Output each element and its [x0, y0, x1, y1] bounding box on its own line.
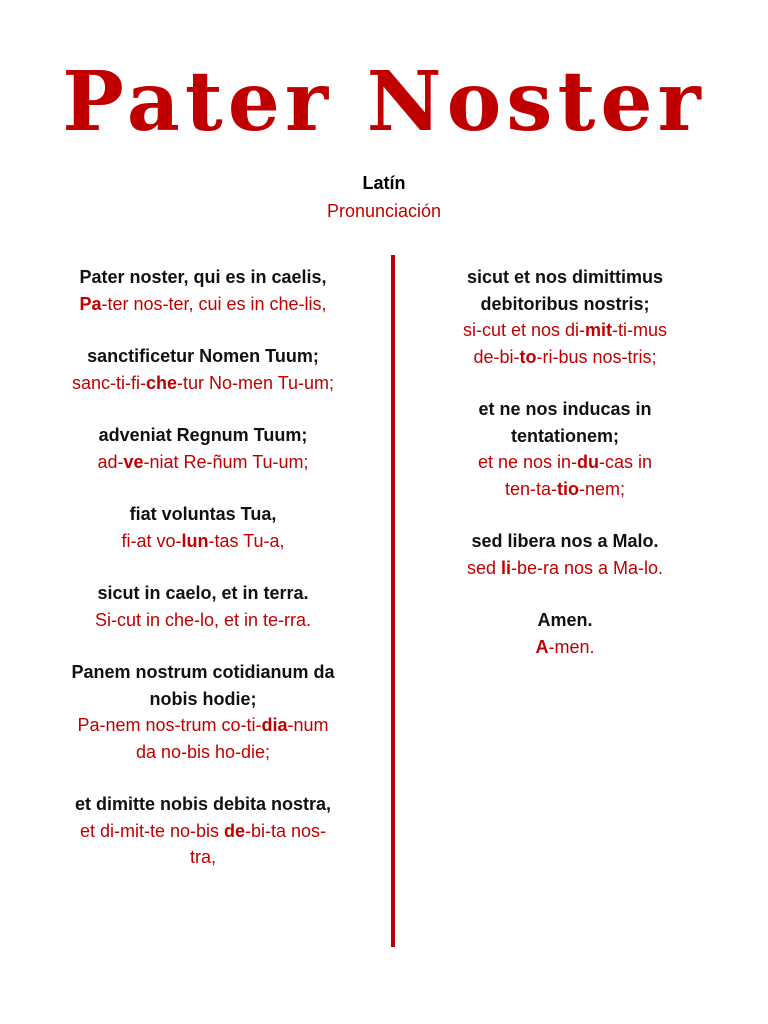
syllable-text: de-bi-	[473, 346, 520, 367]
syllable-text: sanc-ti-fi-	[71, 372, 146, 393]
syllable-text: et di-mit-te no-bis	[79, 820, 224, 841]
syllable-text: -men.	[548, 636, 595, 657]
syllable-text: -bi-ta nos-	[245, 820, 327, 841]
stressed-syllable: Pa	[79, 293, 102, 314]
stressed-syllable: tio	[557, 478, 579, 499]
stressed-syllable: to	[519, 346, 537, 367]
latin-line: sicut in caelo, et in terra.	[97, 583, 309, 603]
legend-latin-label: Latín	[362, 173, 406, 193]
stressed-syllable: lun	[181, 530, 209, 551]
verse-block	[420, 264, 710, 370]
pronunciation-line	[420, 555, 710, 582]
syllable-text: -be-ra nos a Ma-lo.	[510, 557, 664, 578]
syllable-text: -tur No-men Tu-um;	[177, 372, 335, 393]
syllable-text: fi-at vo-	[121, 530, 182, 551]
left-column	[40, 264, 366, 897]
syllable-text: -ti-mus	[612, 320, 668, 340]
column-divider	[391, 255, 395, 947]
latin-line: adveniat Regnum Tuum;	[98, 425, 308, 445]
syllable-text: ad-	[97, 451, 124, 472]
pronunciation-line	[40, 370, 366, 397]
latin-line: nobis hodie;	[149, 688, 257, 709]
latin-line: sed libera nos a Malo.	[471, 531, 659, 551]
pronunciation-line	[40, 844, 366, 871]
pronunciation-line	[420, 344, 710, 371]
pronunciation-line	[40, 739, 366, 766]
verse-block	[40, 343, 366, 396]
syllable-text: -ri-bus nos-tris;	[536, 346, 657, 367]
legend-pronunciation-label: Pronunciación	[326, 201, 442, 221]
latin-line: Amen.	[537, 610, 593, 630]
syllable-text: -cas in	[599, 452, 653, 472]
stressed-syllable: li	[500, 557, 511, 578]
verse-block	[420, 607, 710, 660]
pronunciation-line	[40, 291, 366, 318]
latin-line: Pater noster, qui es in caelis,	[79, 267, 327, 287]
syllable-text: Si-cut in che-lo, et in te-rra.	[94, 609, 312, 630]
latin-line: et ne nos inducas in	[478, 399, 652, 419]
latin-line: tentationem;	[511, 425, 619, 446]
verse-block	[40, 501, 366, 554]
pronunciation-line	[420, 449, 710, 476]
syllable-text: tra,	[189, 847, 216, 867]
latin-line: debitoribus nostris;	[480, 293, 650, 314]
verse-block	[40, 580, 366, 633]
stressed-syllable: ve	[123, 451, 144, 472]
latin-line: sanctificetur Nomen Tuum;	[87, 346, 319, 366]
syllable-text: -ter nos-ter, cui es in che-lis,	[101, 293, 327, 314]
verse-block	[420, 528, 710, 581]
syllable-text: -num	[287, 715, 329, 735]
pronunciation-line	[40, 607, 366, 634]
stressed-syllable: dia	[261, 715, 288, 735]
syllable-text: Pa-nem nos-trum co-ti-	[77, 715, 262, 735]
stressed-syllable: de	[224, 820, 246, 841]
latin-line: et dimitte nobis debita nostra,	[74, 794, 332, 814]
verse-block	[40, 264, 366, 317]
page-title: Pater Noster	[62, 54, 706, 150]
stressed-syllable: che	[145, 372, 177, 393]
pronunciation-line	[40, 449, 366, 476]
verse-block	[420, 396, 710, 502]
verse-block	[40, 422, 366, 475]
syllable-text: et ne nos in-	[477, 452, 578, 472]
latin-line: sicut et nos dimittimus	[466, 267, 664, 287]
syllable-text: ten-ta-	[504, 478, 557, 499]
syllable-text: si-cut et nos di-	[462, 320, 586, 340]
pronunciation-line	[420, 476, 710, 503]
pronunciation-line	[40, 528, 366, 555]
verse-block	[40, 659, 366, 765]
syllable-text: da no-bis ho-die;	[135, 741, 271, 762]
pronunciation-line	[420, 317, 710, 344]
pronunciation-line	[40, 818, 366, 845]
syllable-text: -tas Tu-a,	[208, 530, 285, 551]
pronunciation-line	[40, 712, 366, 739]
syllable-text: sed	[466, 557, 501, 578]
stressed-syllable: mit	[585, 320, 613, 340]
latin-line: fiat voluntas Tua,	[129, 504, 277, 524]
syllable-text: -niat Re-ñum Tu-um;	[143, 451, 309, 472]
syllable-text: -nem;	[579, 478, 626, 499]
stressed-syllable: A	[535, 636, 549, 657]
verse-block	[40, 791, 366, 871]
latin-line: Panem nostrum cotidianum da	[71, 662, 335, 682]
pronunciation-line	[420, 634, 710, 661]
right-column	[420, 264, 710, 686]
stressed-syllable: du	[577, 452, 600, 472]
